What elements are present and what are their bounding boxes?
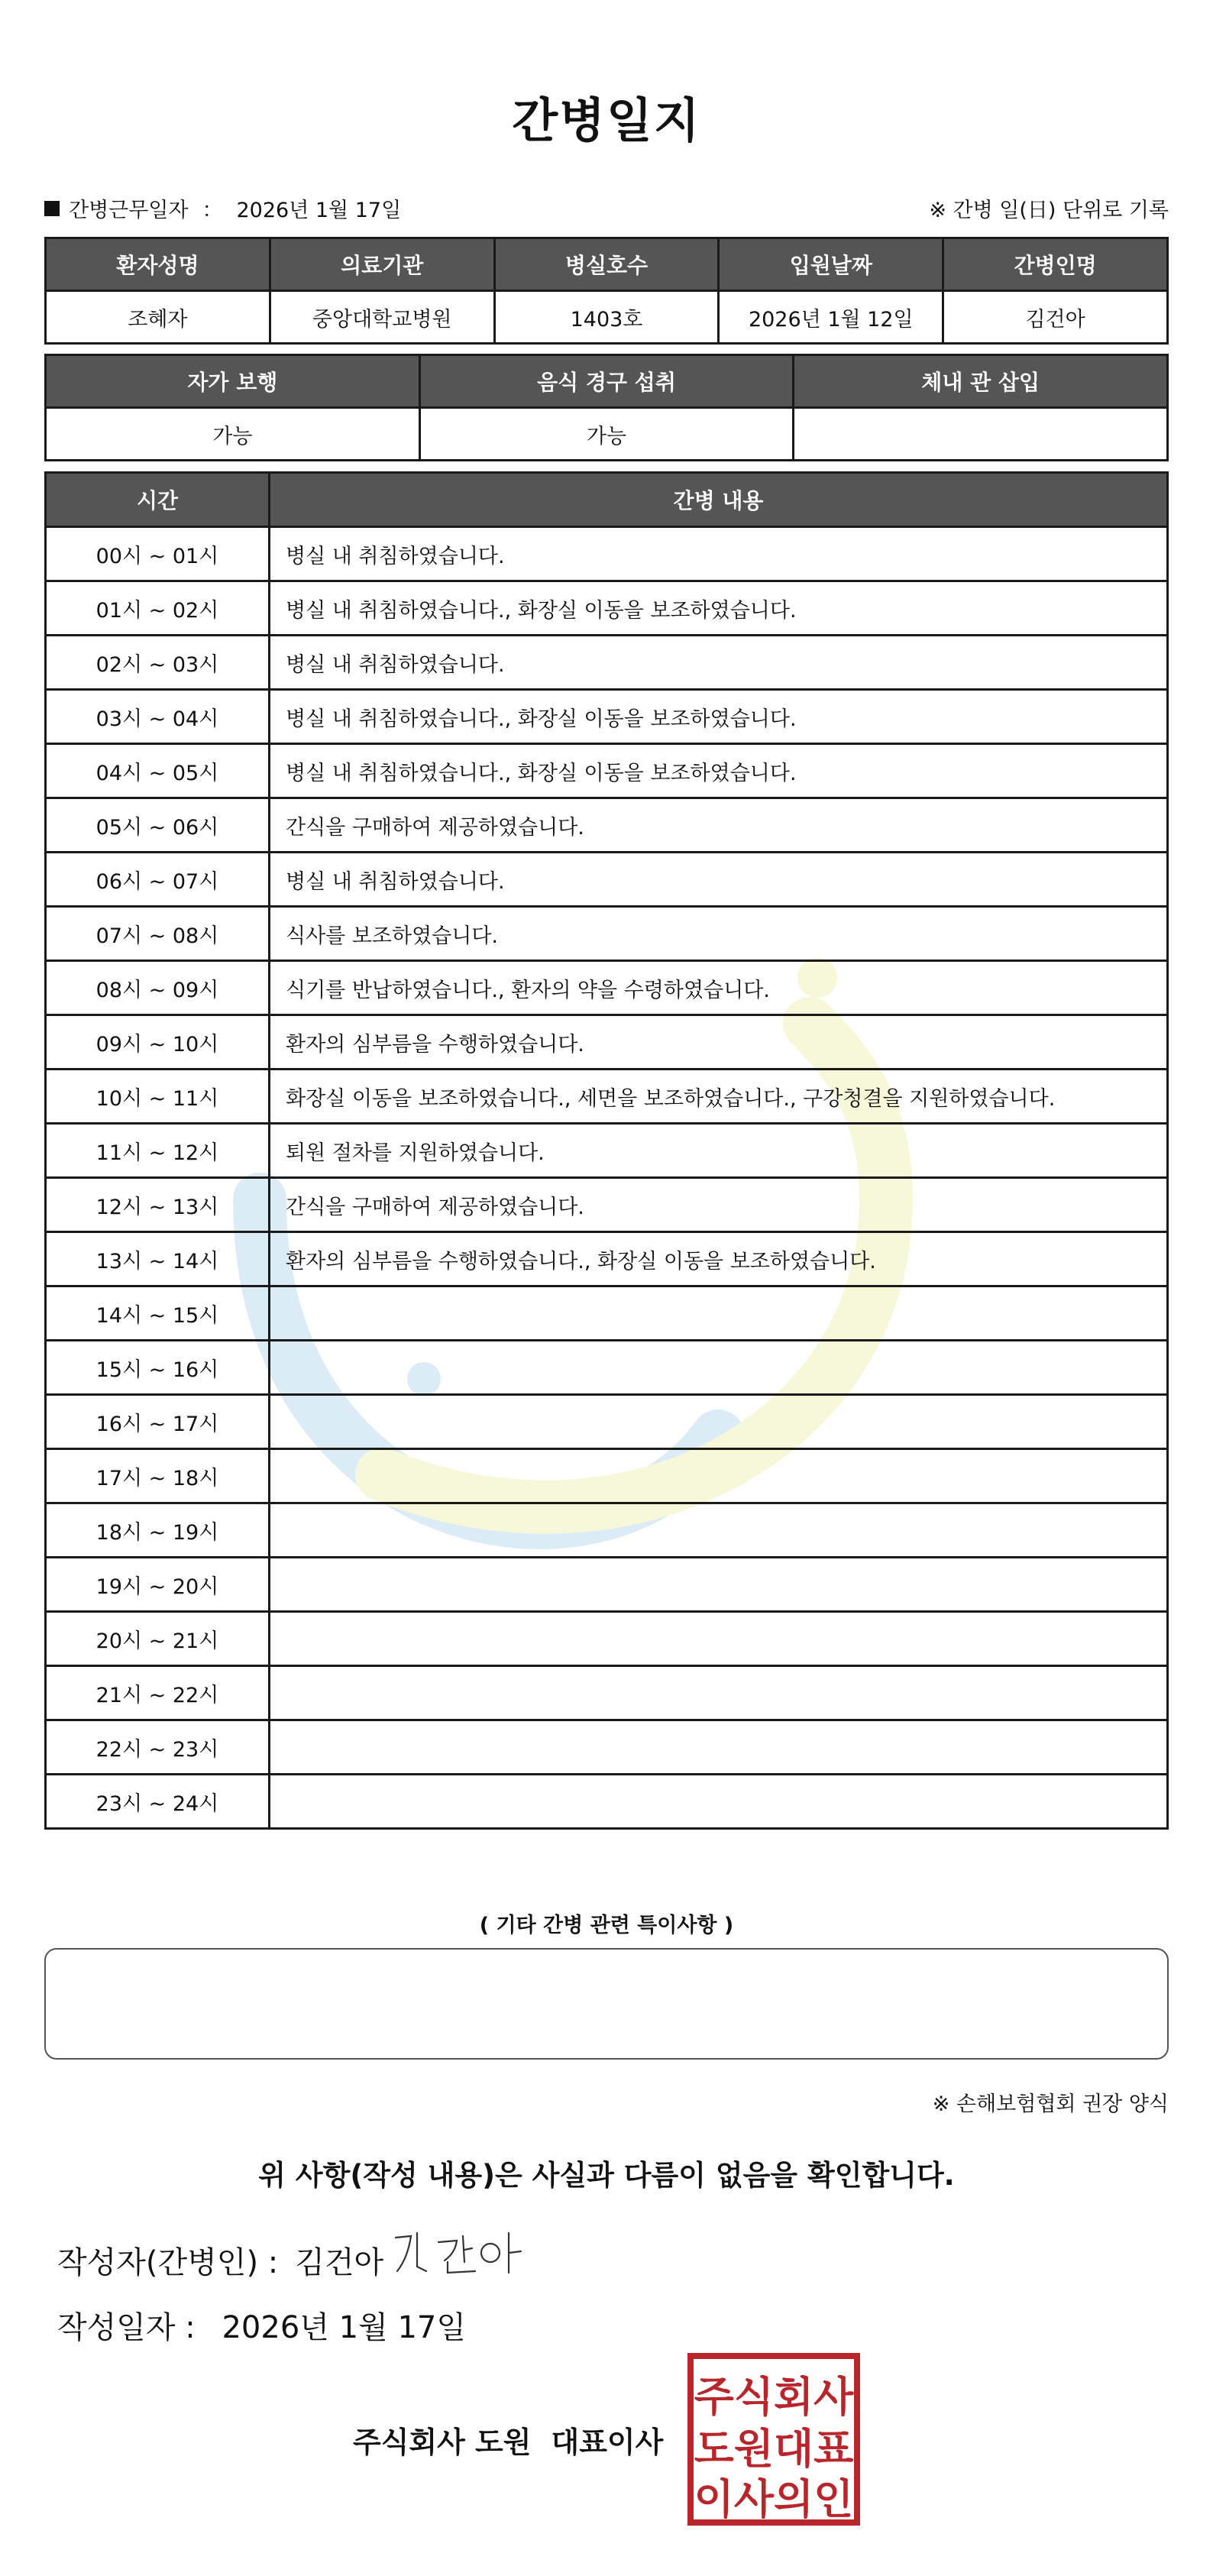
time-slot: 06시 ~ 07시 — [46, 853, 270, 907]
care-content — [270, 1775, 1168, 1829]
written-date-row — [57, 2303, 466, 2347]
table-row — [46, 1666, 1168, 1720]
time-slot: 09시 ~ 10시 — [46, 1015, 270, 1070]
time-slot: 03시 ~ 04시 — [46, 690, 270, 744]
care-content: 병실 내 취침하였습니다. — [270, 527, 1168, 581]
tube-insertion-value — [794, 408, 1168, 461]
time-slot: 15시 ~ 16시 — [46, 1341, 270, 1395]
self-walking-value: 가능 — [46, 408, 420, 461]
company-seal-stamp — [687, 2353, 860, 2526]
table-row — [46, 1070, 1168, 1124]
table-row — [46, 1124, 1168, 1178]
table-row — [46, 1232, 1168, 1286]
table-row — [46, 1720, 1168, 1775]
time-slot: 21시 ~ 22시 — [46, 1666, 270, 1720]
care-content: 병실 내 취침하였습니다., 화장실 이동을 보조하였습니다. — [270, 690, 1168, 744]
header-time: 시간 — [46, 473, 270, 527]
table-row — [46, 1395, 1168, 1449]
header-caregiver-name: 간병인명 — [943, 238, 1168, 291]
table-row — [46, 853, 1168, 907]
care-log-table — [44, 471, 1169, 1830]
table-row — [46, 527, 1168, 581]
seal-line-1: 주식회사 — [694, 2373, 854, 2421]
work-date-row — [44, 193, 401, 223]
time-slot: 08시 ~ 09시 — [46, 961, 270, 1015]
time-slot: 11시 ~ 12시 — [46, 1124, 270, 1178]
recommend-note: ※ 손해보험협회 권장 양식 — [932, 2092, 1169, 2116]
care-content — [270, 1286, 1168, 1341]
header-self-walking: 자가 보행 — [46, 355, 420, 408]
seal-line-2: 도원대표 — [694, 2425, 854, 2473]
header-care-content: 간병 내용 — [270, 473, 1168, 527]
care-content — [270, 1720, 1168, 1775]
header-patient-name: 환자성명 — [46, 238, 270, 291]
company-role: 대표이사 — [551, 2426, 664, 2459]
header-admission-date: 입원날짜 — [719, 238, 943, 291]
seal-line-3: 이사의인 — [694, 2475, 854, 2523]
table-row — [46, 1503, 1168, 1558]
admission-date: 2026년 1월 12일 — [719, 291, 943, 344]
patient-info-value-row — [46, 291, 1168, 344]
care-content: 식사를 보조하였습니다. — [270, 907, 1168, 961]
care-content: 퇴원 절차를 지원하였습니다. — [270, 1124, 1168, 1178]
care-content — [270, 1503, 1168, 1558]
table-row — [46, 581, 1168, 636]
time-slot: 00시 ~ 01시 — [46, 527, 270, 581]
care-log-body — [46, 527, 1168, 1829]
header-oral-intake: 음식 경구 섭취 — [419, 355, 794, 408]
document-title: 간병일지 — [512, 92, 701, 148]
table-row — [46, 1015, 1168, 1070]
time-slot: 07시 ~ 08시 — [46, 907, 270, 961]
table-row — [46, 1286, 1168, 1341]
header-hospital: 의료기관 — [270, 238, 494, 291]
room-number: 1403호 — [494, 291, 719, 344]
patient-info-table — [44, 237, 1169, 345]
time-slot: 20시 ~ 21시 — [46, 1612, 270, 1666]
time-slot: 02시 ~ 03시 — [46, 636, 270, 690]
table-row — [46, 961, 1168, 1015]
table-row — [46, 907, 1168, 961]
care-content: 환자의 심부름을 수행하였습니다. — [270, 1015, 1168, 1070]
table-row — [46, 798, 1168, 853]
work-date-label: 간병근무일자 — [69, 199, 189, 222]
care-content — [270, 1558, 1168, 1612]
square-bullet-icon — [44, 201, 60, 216]
remarks-box — [44, 1948, 1169, 2060]
time-slot: 10시 ~ 11시 — [46, 1070, 270, 1124]
table-row — [46, 1341, 1168, 1395]
care-log-header-row — [46, 473, 1168, 527]
record-unit-note: ※ 간병 일(日) 단위로 기록 — [929, 199, 1169, 222]
work-date-value: 2026년 1월 17일 — [236, 199, 402, 222]
table-row — [46, 1449, 1168, 1503]
written-date-label: 작성일자 : — [57, 2310, 196, 2345]
patient-info-header-row — [46, 238, 1168, 291]
writer-name: 김건아 — [295, 2245, 384, 2280]
caregiver-name: 김건아 — [943, 291, 1168, 344]
time-slot: 01시 ~ 02시 — [46, 581, 270, 636]
care-content: 병실 내 취침하였습니다. — [270, 853, 1168, 907]
time-slot: 13시 ~ 14시 — [46, 1232, 270, 1286]
care-content: 간식을 구매하여 제공하였습니다. — [270, 1178, 1168, 1232]
care-content: 환자의 심부름을 수행하였습니다., 화장실 이동을 보조하였습니다. — [270, 1232, 1168, 1286]
care-content: 화장실 이동을 보조하였습니다., 세면을 보조하였습니다., 구강청결을 지원하였습니다. — [270, 1070, 1168, 1124]
time-slot: 23시 ~ 24시 — [46, 1775, 270, 1829]
time-slot: 16시 ~ 17시 — [46, 1395, 270, 1449]
care-content — [270, 1395, 1168, 1449]
header-tube-insertion: 체내 관 삽입 — [794, 355, 1168, 408]
care-content — [270, 1449, 1168, 1503]
time-slot: 22시 ~ 23시 — [46, 1720, 270, 1775]
ability-value-row — [46, 408, 1168, 461]
care-content: 식기를 반납하였습니다., 환자의 약을 수령하였습니다. — [270, 961, 1168, 1015]
confirmation-statement: 위 사항(작성 내용)은 사실과 다름이 없음을 확인합니다. — [258, 2159, 955, 2192]
table-row — [46, 1178, 1168, 1232]
care-content: 병실 내 취침하였습니다., 화장실 이동을 보조하였습니다. — [270, 581, 1168, 636]
patient-ability-table — [44, 354, 1169, 461]
time-slot: 17시 ~ 18시 — [46, 1449, 270, 1503]
care-content — [270, 1341, 1168, 1395]
written-date-value: 2026년 1월 17일 — [222, 2310, 466, 2345]
remarks-title: ( 기타 간병 관련 특이사항 ) — [479, 1914, 734, 1937]
table-row — [46, 690, 1168, 744]
ability-header-row — [46, 355, 1168, 408]
table-row — [46, 1558, 1168, 1612]
time-slot: 05시 ~ 06시 — [46, 798, 270, 853]
time-slot: 14시 ~ 15시 — [46, 1286, 270, 1341]
table-row — [46, 1775, 1168, 1829]
header-room-number: 병실호수 — [494, 238, 719, 291]
table-row — [46, 636, 1168, 690]
care-content: 간식을 구매하여 제공하였습니다. — [270, 798, 1168, 853]
writer-row — [57, 2238, 383, 2282]
care-content: 병실 내 취침하였습니다. — [270, 636, 1168, 690]
patient-name: 조혜자 — [46, 291, 270, 344]
time-slot: 04시 ~ 05시 — [46, 744, 270, 798]
time-slot: 12시 ~ 13시 — [46, 1178, 270, 1232]
care-content — [270, 1666, 1168, 1720]
company-signature-line — [353, 2419, 663, 2461]
hospital-name: 중앙대학교병원 — [270, 291, 494, 344]
care-content: 병실 내 취침하였습니다., 화장실 이동을 보조하였습니다. — [270, 744, 1168, 798]
table-row — [46, 744, 1168, 798]
writer-label: 작성자(간병인) : — [57, 2245, 279, 2280]
oral-intake-value: 가능 — [419, 408, 794, 461]
time-slot: 18시 ~ 19시 — [46, 1503, 270, 1558]
care-content — [270, 1612, 1168, 1666]
handwritten-signature — [391, 2227, 529, 2280]
table-row — [46, 1612, 1168, 1666]
company-name: 주식회사 도원 — [353, 2426, 532, 2459]
time-slot: 19시 ~ 20시 — [46, 1558, 270, 1612]
work-date-colon: ： — [202, 199, 223, 222]
